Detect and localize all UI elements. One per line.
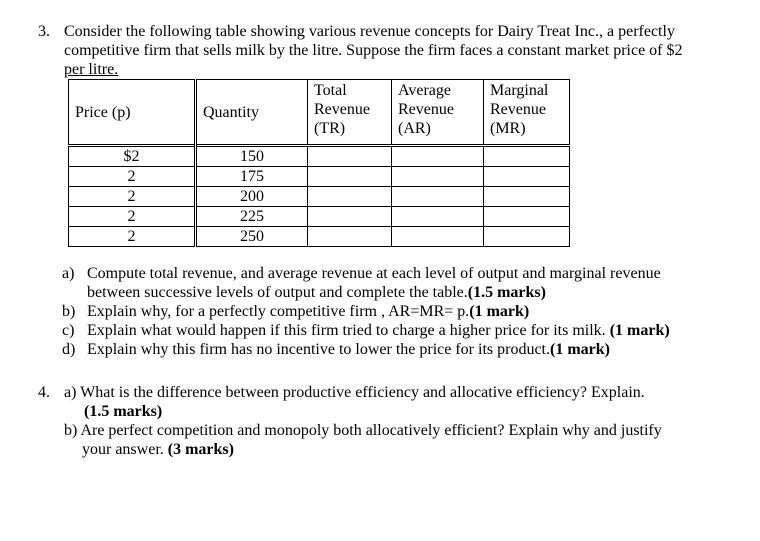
question-3-text bbox=[64, 22, 738, 79]
part-c-line-1 bbox=[87, 321, 742, 340]
cell-mr bbox=[484, 146, 570, 167]
header-price: Price (p) bbox=[69, 80, 196, 146]
part-b-label: b) bbox=[62, 303, 76, 320]
part-a-text: between successive levels of output and complete the table. bbox=[87, 284, 468, 301]
header-mr-line-1: Marginal bbox=[490, 82, 549, 99]
header-mr-line-3: (MR) bbox=[490, 120, 526, 137]
part-b bbox=[62, 302, 742, 321]
table-header-row bbox=[69, 80, 570, 146]
question-3-line-2: competitive firm that sells milk by the litre. Suppose the firm faces a constant market price of $2 bbox=[64, 42, 683, 59]
question-4a-marks-line bbox=[84, 402, 738, 421]
question-4a-marks: (1.5 marks) bbox=[84, 403, 163, 420]
table-row bbox=[69, 146, 570, 167]
cell-ar bbox=[392, 227, 484, 247]
table-row bbox=[69, 187, 570, 207]
cell-quantity: 175 bbox=[196, 167, 308, 187]
question-3-line-1: Consider the following table showing various revenue concepts for Dairy Treat Inc., a perfectly bbox=[64, 23, 675, 40]
cell-price: 2 bbox=[69, 207, 196, 227]
cell-quantity: 250 bbox=[196, 227, 308, 247]
header-ar-line-2: Revenue bbox=[398, 101, 454, 118]
cell-price: 2 bbox=[69, 167, 196, 187]
part-c-text: Explain what would happen if this firm tried to charge a higher price for its milk. bbox=[87, 322, 610, 339]
cell-quantity: 200 bbox=[196, 187, 308, 207]
cell-quantity: 150 bbox=[196, 146, 308, 167]
cell-ar bbox=[392, 187, 484, 207]
question-4b-line-2 bbox=[82, 440, 738, 459]
question-3-line-3: per litre. bbox=[64, 61, 119, 78]
cell-tr bbox=[308, 167, 392, 187]
header-tr-line-1: Total bbox=[314, 82, 347, 99]
part-d-label: d) bbox=[62, 341, 76, 358]
revenue-table bbox=[68, 79, 570, 247]
header-mr-line-2: Revenue bbox=[490, 101, 546, 118]
cell-tr bbox=[308, 207, 392, 227]
part-a-line-2 bbox=[87, 283, 742, 302]
question-4b-marks: (3 marks) bbox=[167, 441, 234, 458]
cell-tr bbox=[308, 146, 392, 167]
part-c-marks: (1 mark) bbox=[609, 322, 670, 339]
table-row bbox=[69, 167, 570, 187]
cell-quantity: 225 bbox=[196, 207, 308, 227]
part-d-marks: (1 mark) bbox=[550, 341, 610, 358]
part-a bbox=[62, 264, 742, 302]
part-b-marks: (1 mark) bbox=[469, 303, 530, 320]
header-ar-line-1: Average bbox=[398, 82, 451, 99]
question-3-parts bbox=[62, 264, 742, 359]
part-c-label: c) bbox=[62, 322, 75, 339]
header-tr-line-3: (TR) bbox=[314, 120, 346, 137]
part-a-line-1: Compute total revenue, and average revenue at each level of output and marginal revenue bbox=[87, 265, 661, 282]
cell-ar bbox=[392, 146, 484, 167]
cell-mr bbox=[484, 207, 570, 227]
header-total-revenue bbox=[308, 80, 392, 146]
question-4b-line-1: b) Are perfect competition and monopoly both allocatively efficient? Explain why and justify bbox=[64, 422, 662, 439]
header-average-revenue bbox=[392, 80, 484, 146]
part-b-text: Explain why, for a perfectly competitive firm , AR=MR= p. bbox=[87, 303, 470, 320]
question-4 bbox=[38, 383, 738, 459]
cell-mr bbox=[484, 167, 570, 187]
header-quantity: Quantity bbox=[196, 80, 308, 146]
question-3 bbox=[38, 22, 738, 79]
part-d-text: Explain why this firm has no incentive to lower the price for its product. bbox=[87, 341, 550, 358]
part-d bbox=[62, 340, 742, 359]
table-row bbox=[69, 227, 570, 247]
question-4b-text: your answer. bbox=[82, 441, 168, 458]
cell-price: $2 bbox=[69, 146, 196, 167]
header-tr-line-2: Revenue bbox=[314, 101, 370, 118]
question-3-number: 3. bbox=[38, 23, 50, 40]
part-a-label: a) bbox=[62, 265, 75, 282]
header-ar-line-3: (AR) bbox=[398, 120, 431, 137]
part-a-marks: (1.5 marks) bbox=[467, 284, 546, 301]
cell-ar bbox=[392, 207, 484, 227]
part-c bbox=[62, 321, 742, 340]
cell-tr bbox=[308, 187, 392, 207]
part-b-line-1 bbox=[87, 302, 742, 321]
question-4-text bbox=[64, 383, 738, 459]
header-marginal-revenue bbox=[484, 80, 570, 146]
table-row bbox=[69, 207, 570, 227]
cell-ar bbox=[392, 167, 484, 187]
cell-mr bbox=[484, 187, 570, 207]
question-4-number: 4. bbox=[38, 384, 50, 401]
cell-mr bbox=[484, 227, 570, 247]
cell-tr bbox=[308, 227, 392, 247]
cell-price: 2 bbox=[69, 187, 196, 207]
question-4a-line-1: a) What is the difference between productive efficiency and allocative efficiency? Explain. bbox=[64, 384, 645, 401]
part-d-line-1 bbox=[87, 340, 742, 359]
cell-price: 2 bbox=[69, 227, 196, 247]
